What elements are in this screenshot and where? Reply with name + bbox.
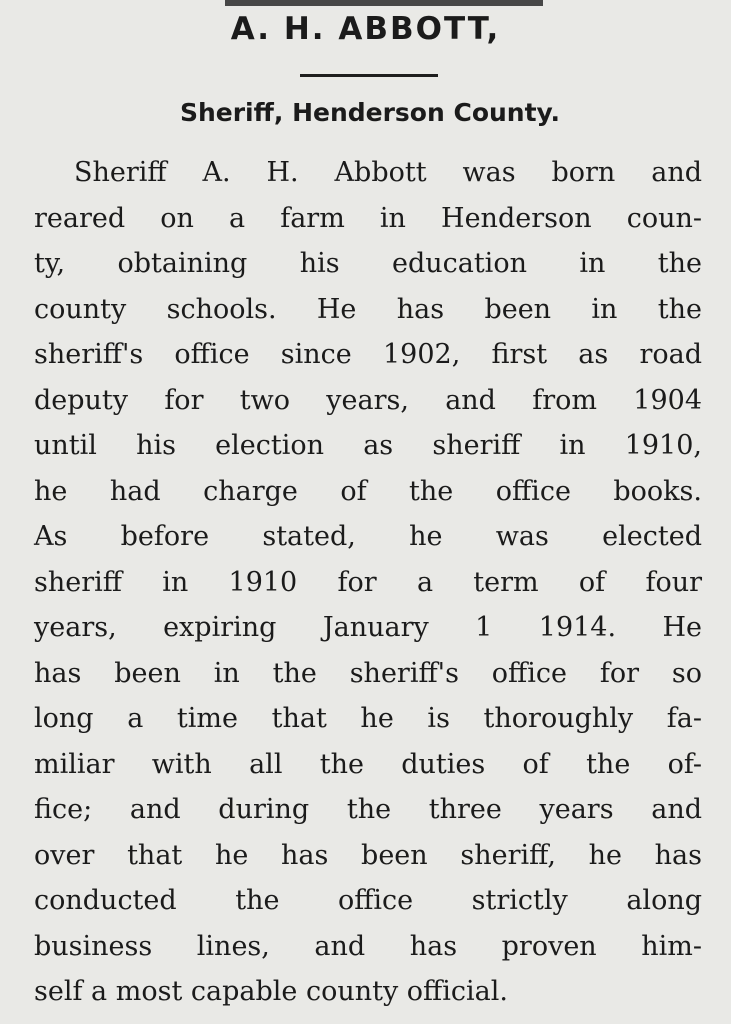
body-line: has been in the sheriff's office for so	[34, 657, 702, 689]
body-line: As before stated, he was elected	[34, 521, 702, 552]
body-line: ty, obtaining his education in the	[34, 248, 702, 279]
body-line: long a time that he is thoroughly fa-	[34, 703, 702, 734]
body-line: conducted the office strictly along	[34, 885, 702, 916]
headline-divider	[300, 74, 438, 77]
body-line: sheriff's office since 1902, first as road	[34, 339, 702, 370]
body-line: deputy for two years, and from 1904	[34, 384, 702, 416]
body-line: years, expiring January 1 1914. He	[34, 612, 702, 643]
body-line: sheriff in 1910 for a term of four	[34, 566, 702, 598]
top-rule	[225, 0, 543, 6]
body-line: reared on a farm in Henderson coun-	[34, 202, 702, 234]
article-body	[34, 150, 702, 1015]
body-line: miliar with all the duties of the of-	[34, 748, 702, 780]
body-line: over that he has been sheriff, he has	[34, 839, 702, 871]
body-line: county schools. He has been in the	[34, 293, 702, 325]
body-line: until his election as sheriff in 1910,	[34, 430, 702, 461]
article-subheadline: Sheriff, Henderson County.	[179, 98, 561, 127]
body-line: Sheriff A. H. Abbott was born and	[74, 157, 702, 188]
body-line: he had charge of the office books.	[34, 475, 702, 507]
article-headline: A. H. ABBOTT,	[230, 11, 501, 47]
body-line: business lines, and has proven him-	[34, 930, 702, 962]
body-line: fice; and during the three years and	[34, 794, 702, 825]
body-line: self a most capable county official.	[34, 976, 508, 1007]
